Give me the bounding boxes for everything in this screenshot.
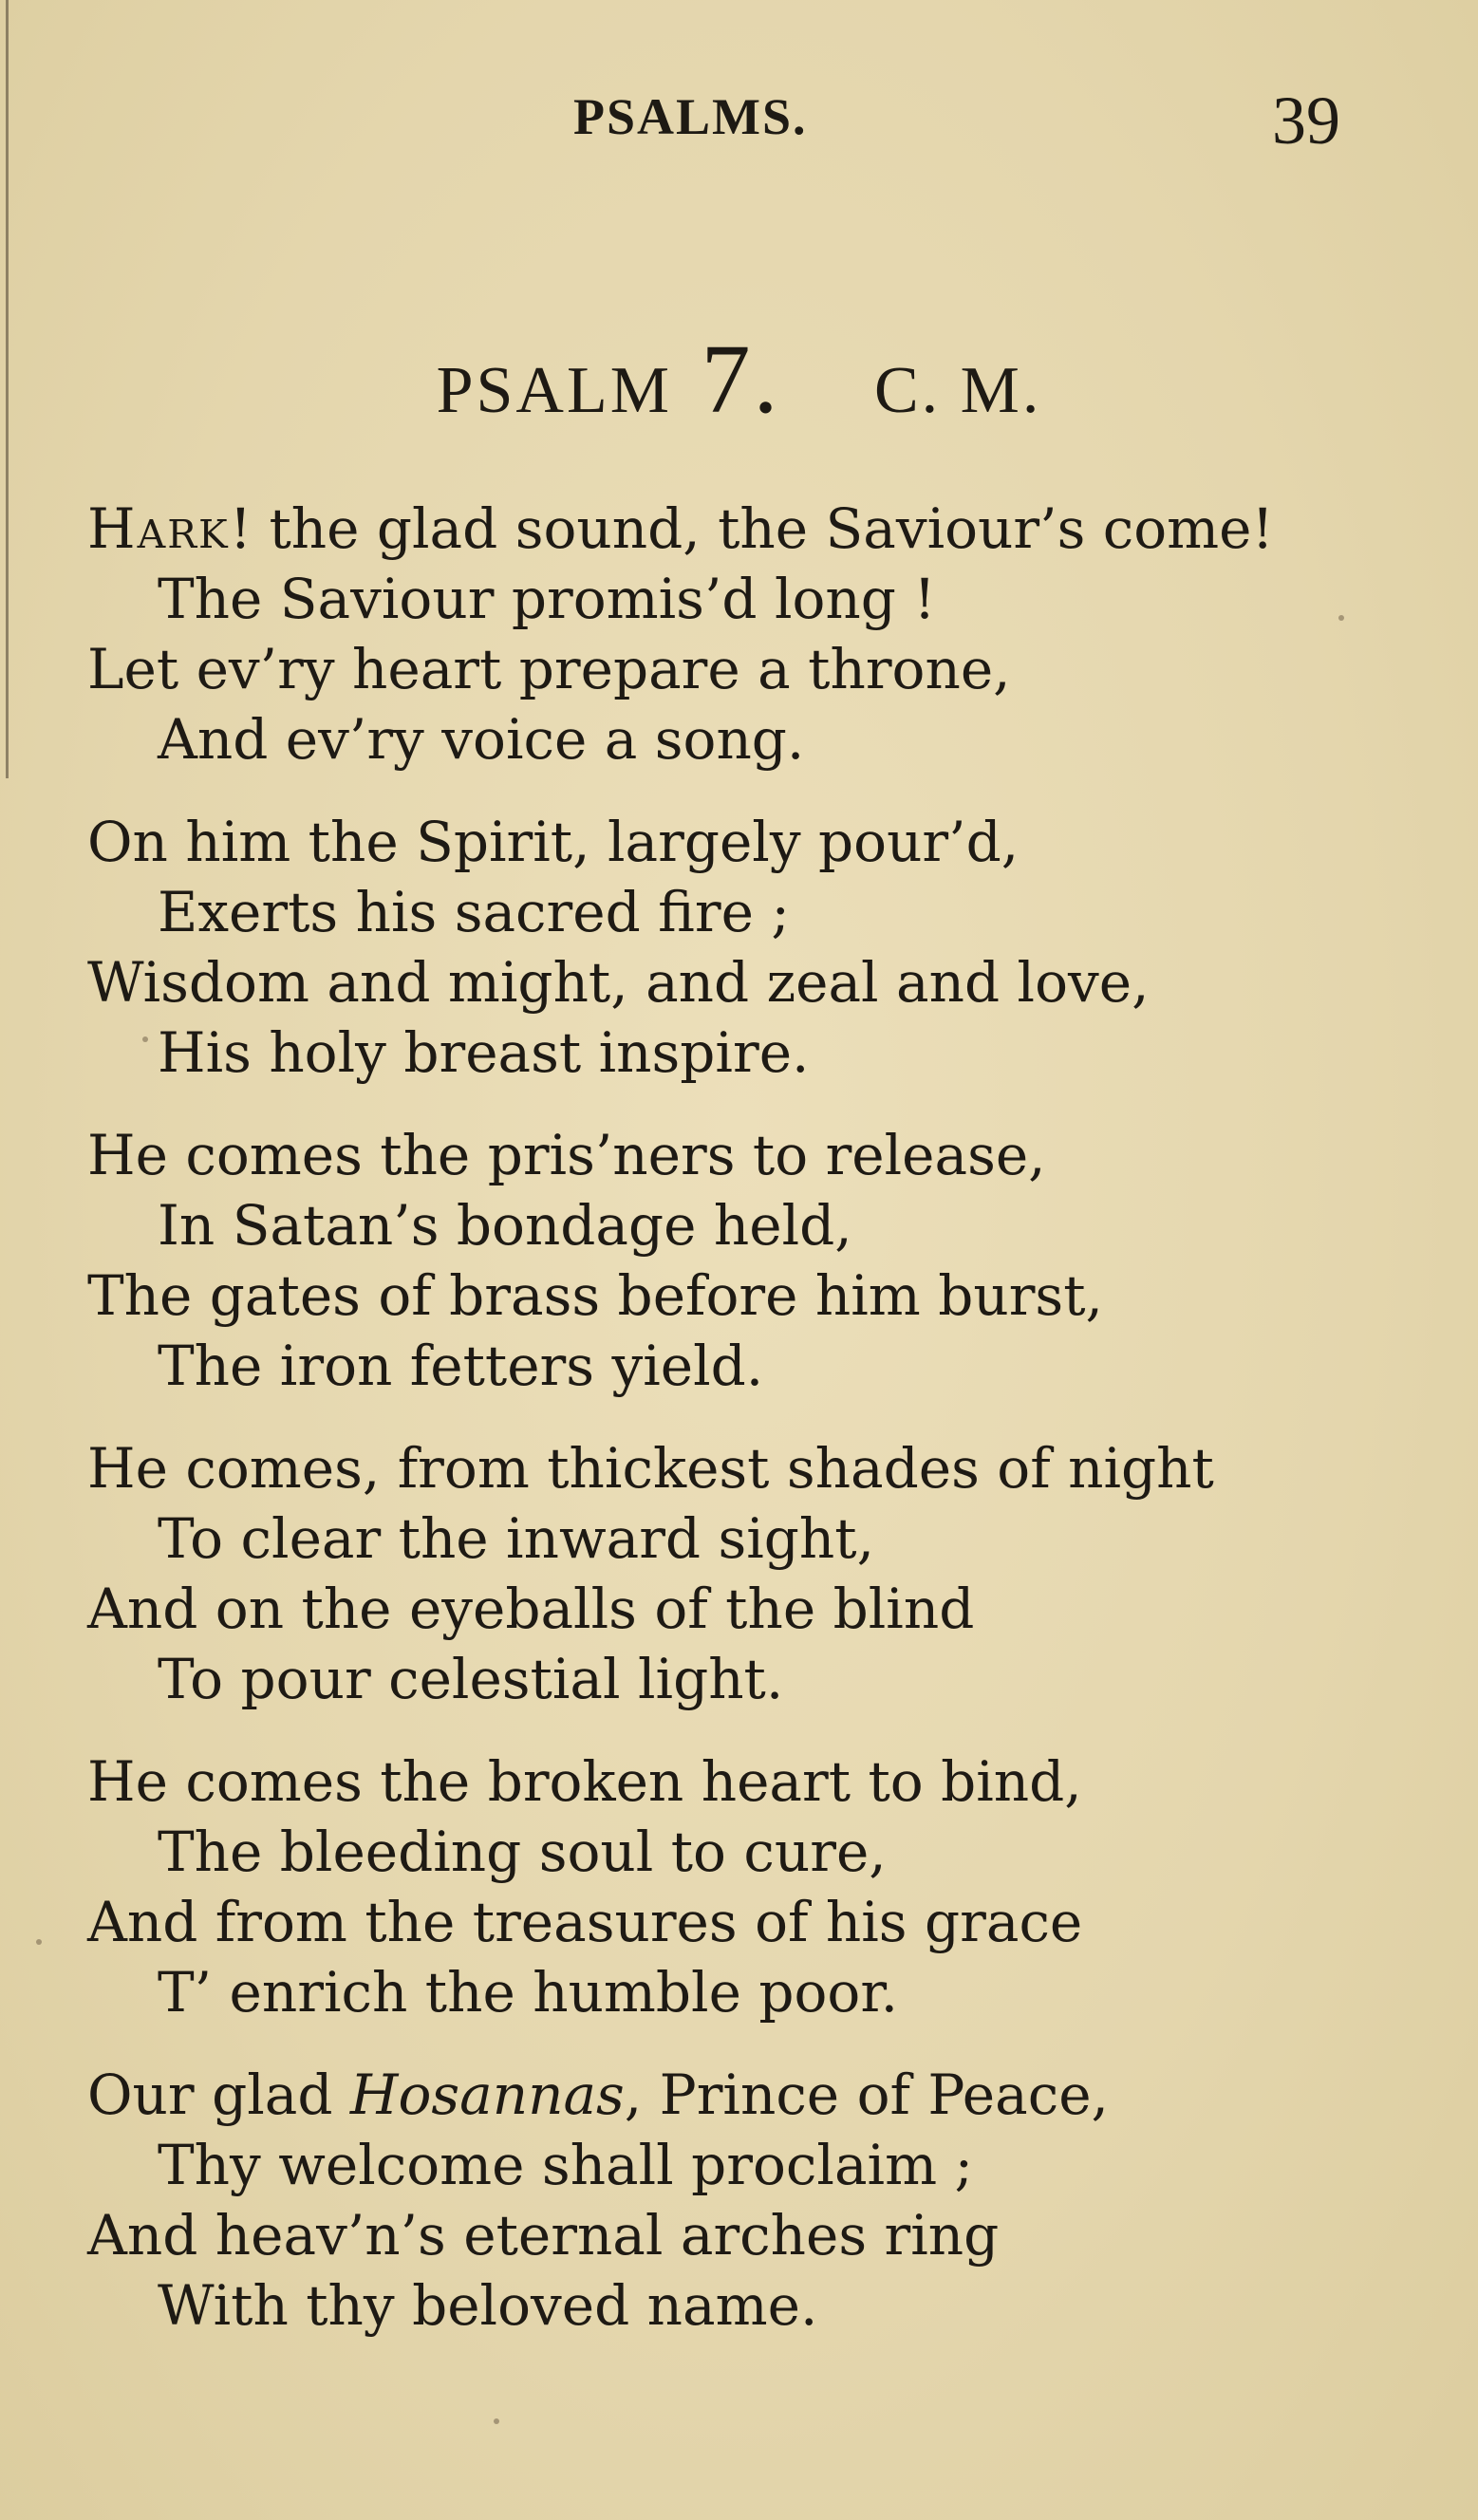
page-number: 39 [1272,83,1340,159]
verse-line: On him the Spirit, largely pour’d, [87,810,1020,874]
verse-line-text: ! the glad sound, the Saviour’s come! [229,496,1274,561]
verse-line [87,2060,1435,2130]
running-head: PSALMS. [573,88,808,145]
verse-line: His holy breast inspire. [158,1020,810,1085]
verse-line: T’ enrich the humble poor. [158,1960,899,2025]
verse-line: In Satan’s bondage held, [158,1193,852,1258]
stanza-4 [87,1433,1435,1714]
verse-line: The iron fetters yield. [158,1334,764,1398]
verse-line: To pour celestial light. [158,1647,784,1711]
verse-line-text: , Prince of Peace, [624,2063,1109,2127]
psalm-label: PSALM [436,354,672,427]
paper-speck [36,1939,42,1945]
verse-line: Let ev’ry heart prepare a throne, [87,637,1011,701]
verse-line: The gates of brass before him burst, [87,1263,1103,1328]
paper-speck [142,1036,148,1042]
verse-line: With thy beloved name. [158,2273,818,2338]
psalm-meter: C. M. [873,354,1042,427]
verse-line: He comes, from thickest shades of night [87,1436,1214,1501]
verse-line: Thy welcome shall proclaim ; [158,2133,974,2197]
stanza-3 [87,1120,1435,1401]
verse-line: Exerts his sacred fire ; [158,880,790,944]
verse-line-text: Our glad [87,2063,350,2127]
psalm-title [0,323,1478,436]
stanza-6 [87,2060,1435,2341]
verse-line: And on the eyeballs of the blind [87,1577,975,1641]
verse-line: And heav’n’s eternal arches ring [87,2203,1000,2268]
stanza-5 [87,1746,1435,2027]
verse-line: He comes the pris’ners to release, [87,1123,1046,1187]
psalm-number: 7. [701,325,781,434]
paper-speck [494,2418,499,2424]
verse-line: To clear the inward sight, [158,1506,875,1571]
hymn-text [87,494,1435,2373]
stanza-2 [87,807,1435,1088]
paper-speck [1338,615,1344,621]
verse-line: The Saviour promis’d long ! [158,567,936,631]
opening-word: Hark [87,496,230,561]
verse-line: Wisdom and might, and zeal and love, [87,950,1150,1015]
italic-word: Hosannas [349,2063,625,2127]
verse-line: The bleeding soul to cure, [158,1820,887,1884]
verse-line: He comes the broken heart to bind, [87,1749,1082,1814]
stanza-1 [87,494,1435,775]
verse-line: And ev’ry voice a song. [158,707,805,772]
verse-line: And from the treasures of his grace [87,1890,1083,1954]
verse-line [87,494,1435,564]
